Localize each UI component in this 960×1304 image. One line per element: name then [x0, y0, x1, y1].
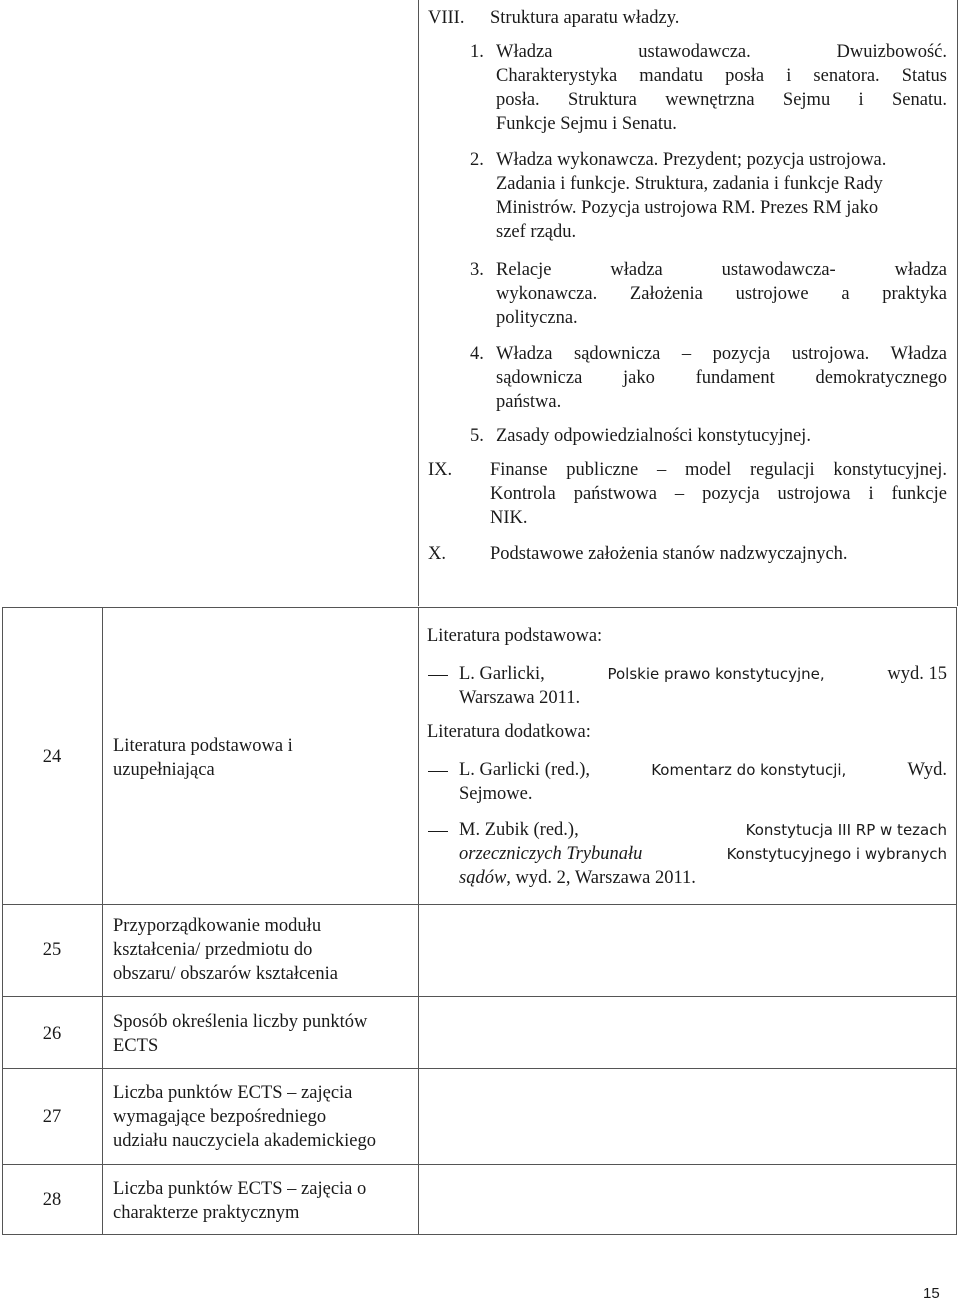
section-viii-title: Struktura aparatu władzy.	[490, 8, 680, 28]
table-col-divider-2	[418, 607, 419, 1235]
row-25-label-line-2: kształcenia/ przedmiotu do	[113, 940, 313, 960]
item-1-line-4: Funkcje Sejmu i Senatu.	[496, 114, 677, 134]
item-2-line-1: Władza wykonawcza. Prezydent; pozycja ustrojowa.	[496, 150, 887, 170]
item-4-number: 4.	[470, 344, 484, 364]
literature-dash-1	[428, 675, 448, 676]
item-3-line-2: wykonawcza. Założenia ustrojowe a praktyka	[496, 284, 947, 304]
literature-extra-2-line-3	[459, 866, 947, 890]
literature-basic-1-author: L. Garlicki,	[459, 664, 545, 684]
row-24-number: 24	[42, 747, 62, 767]
row-28-label	[113, 1177, 413, 1225]
item-1-number: 1.	[470, 42, 484, 62]
section-x-text: Podstawowe założenia stanów nadzwyczajnych.	[490, 544, 848, 564]
literature-dash-2	[428, 771, 448, 772]
literature-extra-1-line-2: Sejmowe.	[459, 784, 533, 804]
literature-basic-1-line-2: Warszawa 2011.	[459, 688, 581, 708]
item-5-line-1: Zasady odpowiedzialności konstytucyjnej.	[496, 426, 811, 446]
literature-extra-1-publisher: Wyd.	[907, 760, 947, 780]
table-row-divider-26	[2, 1068, 957, 1069]
literature-basic-1-line-1	[459, 662, 947, 686]
row-27-label	[113, 1081, 413, 1153]
literature-extra-1-line-1	[459, 758, 947, 782]
section-x-number: X.	[428, 544, 446, 564]
row-27-number: 27	[42, 1107, 62, 1127]
row-28-number: 28	[42, 1190, 62, 1210]
item-5-number: 5.	[470, 426, 484, 446]
literature-extra-2-line-1	[459, 818, 947, 842]
row-26-label	[113, 1010, 413, 1058]
row-26-label-line-1: Sposób określenia liczby punktów	[113, 1012, 368, 1032]
literature-extra-heading: Literatura dodatkowa:	[427, 722, 591, 742]
item-4-line-2: sądownicza jako fundament demokratycznego	[496, 368, 947, 388]
row-25-label-line-3: obszaru/ obszarów kształcenia	[113, 964, 338, 984]
page-number: 15	[923, 1285, 940, 1302]
item-3-number: 3.	[470, 260, 484, 280]
table-border-bottom	[2, 1234, 957, 1235]
item-3-line-1: Relacje władza ustawodawcza- władza	[496, 260, 947, 280]
row-24-label-line-1: Literatura podstawowa i	[113, 736, 293, 756]
literature-extra-2-line-2	[459, 842, 947, 866]
literature-basic-1-title: Polskie prawo konstytucyjne,	[607, 665, 825, 683]
row-28-label-line-2: charakterze praktycznym	[113, 1203, 300, 1223]
table-row-divider-27	[2, 1164, 957, 1165]
row-25-number: 25	[42, 940, 62, 960]
literature-extra-2-title-cont: Konstytucyjnego i wybranych	[726, 845, 947, 863]
table-border-right	[956, 607, 957, 1235]
literature-extra-2-author: M. Zubik (red.),	[459, 820, 579, 840]
table-col-divider-1	[102, 607, 103, 1235]
row-24-label	[113, 734, 413, 782]
section-ix-line-3: NIK.	[490, 508, 528, 528]
row-24-label-line-2: uzupełniająca	[113, 760, 215, 780]
literature-extra-1-author: L. Garlicki (red.),	[459, 760, 590, 780]
row-28-label-line-1: Liczba punktów ECTS – zajęcia o	[113, 1179, 367, 1199]
row-26-label-line-2: ECTS	[113, 1036, 159, 1056]
section-ix-line-1: Finanse publiczne – model regulacji konstytucyjnej.	[490, 460, 947, 480]
literature-extra-1-title: Komentarz do konstytucji,	[651, 761, 847, 779]
table-border-top	[2, 607, 957, 608]
literature-extra-2-courts: sądów	[459, 868, 507, 888]
row-26-number: 26	[42, 1024, 62, 1044]
literature-extra-2-title: Konstytucja III RP w tezach	[745, 821, 947, 839]
item-2-line-4: szef rządu.	[496, 222, 577, 242]
row-25-label-line-1: Przyporządkowanie modułu	[113, 916, 322, 936]
item-1-line-3: posła. Struktura wewnętrzna Sejmu i Senatu.	[496, 90, 947, 110]
item-2-line-2: Zadania i funkcje. Struktura, zadania i funkcje Rady	[496, 174, 883, 194]
row-25-label	[113, 914, 413, 986]
item-1-line-2: Charakterystyka mandatu posła i senatora. Status	[496, 66, 947, 86]
section-ix-line-2: Kontrola państwowa – pozycja ustrojowa i funkcje	[490, 484, 947, 504]
section-viii-number: VIII.	[428, 8, 465, 28]
literature-dash-3	[428, 831, 448, 832]
literature-basic-heading: Literatura podstawowa:	[427, 626, 603, 646]
table-border-left	[2, 607, 3, 1235]
literature-basic-1-edition: wyd. 15	[887, 664, 947, 684]
table-row-divider-25	[2, 996, 957, 997]
row-27-label-line-2: wymagające bezpośredniego	[113, 1107, 327, 1127]
item-2-line-3: Ministrów. Pozycja ustrojowa RM. Prezes RM jako	[496, 198, 879, 218]
literature-extra-2-edition: , wyd. 2, Warszawa 2011.	[506, 868, 696, 888]
section-ix-number: IX.	[428, 460, 453, 480]
table-row-divider-24	[2, 904, 957, 905]
item-3-line-3: polityczna.	[496, 308, 578, 328]
row-27-label-line-1: Liczba punktów ECTS – zajęcia	[113, 1083, 353, 1103]
item-1-line-1: Władza ustawodawcza. Dwuizbowość.	[496, 42, 947, 62]
item-2-number: 2.	[470, 150, 484, 170]
literature-extra-2-title-italic: orzeczniczych Trybunału	[459, 844, 643, 864]
item-4-line-1: Władza sądownicza – pozycja ustrojowa. Władza	[496, 344, 947, 364]
item-4-line-3: państwa.	[496, 392, 562, 412]
row-27-label-line-3: udziału nauczyciela akademickiego	[113, 1131, 376, 1151]
